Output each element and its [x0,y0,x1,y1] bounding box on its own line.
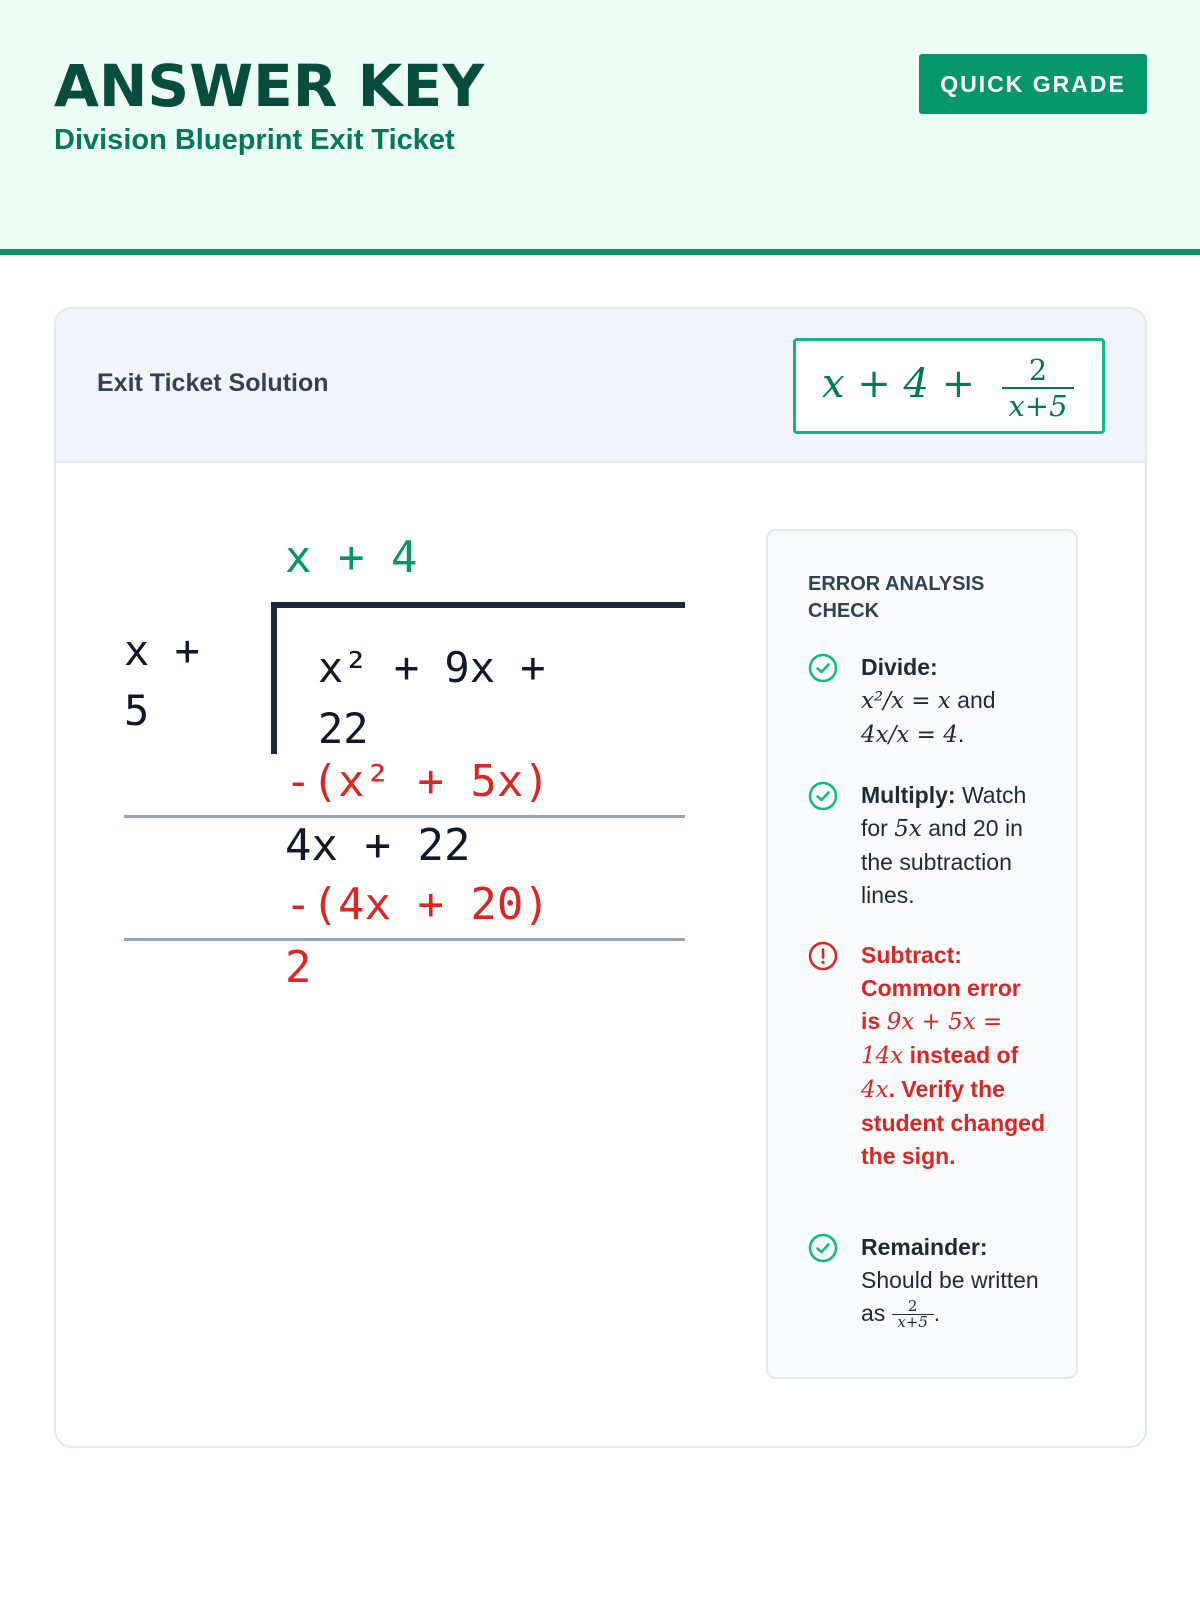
answer-fraction: 2 x+5 [1002,353,1074,423]
dividend: x² + 9x + 22 [318,643,571,753]
panel-title: ERROR ANALYSIS CHECK [808,573,985,622]
answer-expression: x + 4 + [822,361,976,407]
check-circle-icon [808,1233,838,1263]
page-title: ANSWER KEY [54,52,485,120]
remainder: 2 [285,942,312,993]
remainder-fraction: $\frac{2}{x+5}$ [892,1299,934,1330]
divider-rule-2 [124,938,685,941]
card-header [56,309,1145,463]
alert-circle-icon [808,941,838,971]
divisor: x + 5 [124,626,226,735]
division-bracket-side [271,602,277,754]
page-subtitle: Division Blueprint Exit Ticket [54,124,455,156]
subtraction-line-2: -(4x + 20) [285,879,550,930]
check-circle-icon [808,781,838,811]
quick-grade-button[interactable]: QUICK GRADE [919,54,1147,114]
error-analysis-panel: ERROR ANALYSIS CHECK Divide: x²/x = x and 4x/x = 4. Multiply: Watch for 5x and 20 in the subtraction lines. Subtract: Common error is 9x + 5x = 14x instead of 4x. Verify the student changed the sign. Remainder: Should be written as $\frac{2}{x+5}$. [766,529,1078,1379]
division-bracket-top [271,602,685,608]
subtraction-line-1: -(x² + 5x) [285,756,550,807]
difference-line: 4x + 22 [285,820,471,871]
header [0,0,1200,255]
divider-rule-1 [124,815,685,818]
quotient: x + 4 [285,532,418,583]
final-answer-box [793,338,1105,434]
card-title: Exit Ticket Solution [97,369,329,397]
check-circle-icon [808,653,838,683]
